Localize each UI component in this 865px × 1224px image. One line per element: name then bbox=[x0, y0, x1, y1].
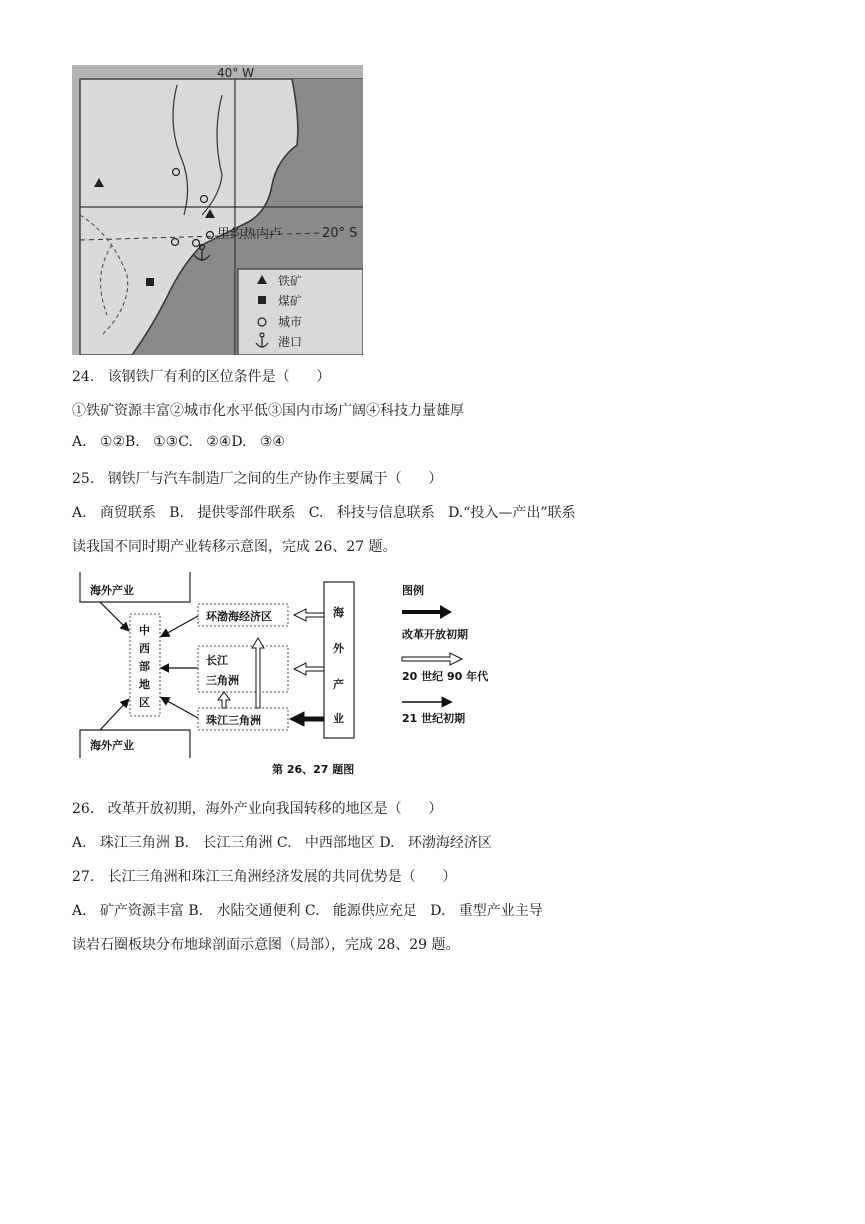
intro-26-27: 读我国不同时期产业转移示意图，完成 26、27 题。 bbox=[72, 539, 397, 555]
arrow-21c bbox=[100, 602, 128, 630]
arrow-21c bbox=[162, 616, 198, 636]
q26-stem: 26. 改革开放初期，海外产业向我国转移的地区是（ ） bbox=[72, 801, 443, 817]
overseas-right-char: 产 bbox=[333, 678, 344, 691]
longitude-label: 40° W bbox=[217, 66, 254, 80]
brazil-steel-map bbox=[72, 65, 363, 355]
q27-stem: 27. 长江三角洲和珠江三角洲经济发展的共同优势是（ ） bbox=[72, 869, 457, 885]
arrow-1990s bbox=[218, 692, 230, 708]
legend-label: 改革开放初期 bbox=[402, 628, 468, 641]
yangtze-label: 三角洲 bbox=[206, 674, 239, 687]
overseas-right-char: 海 bbox=[333, 606, 344, 619]
arrow-reform bbox=[290, 712, 324, 726]
overseas-right-char: 业 bbox=[333, 712, 344, 725]
arrow-1990s bbox=[252, 638, 264, 708]
legend-label: 21 世纪初期 bbox=[402, 712, 466, 725]
overseas-top-label: 海外产业 bbox=[90, 584, 134, 597]
central-west-char: 西 bbox=[139, 642, 150, 655]
diagram-caption: 第 26、27 题图 bbox=[272, 763, 355, 776]
q25-options: A. 商贸联系 B. 提供零部件联系 C. 科技与信息联系 D.“投入—产出”联系 bbox=[72, 505, 576, 521]
yangtze-label: 长江 bbox=[206, 654, 228, 667]
overseas-right-char: 外 bbox=[333, 642, 344, 655]
central-west-char: 区 bbox=[139, 696, 150, 709]
q24-options: A. ①②B. ①③C. ②④D. ③④ bbox=[72, 434, 285, 450]
arrow-21c bbox=[162, 698, 198, 718]
legend-label: 煤矿 bbox=[278, 294, 303, 308]
q26-options: A. 珠江三角洲 B. 长江三角洲 C. 中西部地区 D. 环渤海经济区 bbox=[72, 835, 492, 851]
arrow-1990s bbox=[294, 609, 324, 621]
pearl-label: 珠江三角洲 bbox=[206, 714, 261, 727]
intro-28-29: 读岩石圈板块分布地球剖面示意图（局部），完成 28、29 题。 bbox=[72, 937, 460, 953]
central-west-char: 中 bbox=[139, 624, 150, 637]
q25-stem: 25. 钢铁厂与汽车制造厂之间的生产协作主要属于（ ） bbox=[72, 471, 443, 487]
arrow-21c bbox=[100, 700, 128, 730]
coal-mine-marker bbox=[146, 278, 154, 286]
legend-label: 港口 bbox=[278, 335, 303, 349]
bohai-label: 环渤海经济区 bbox=[206, 610, 272, 623]
legend-bold-arrow-icon bbox=[402, 605, 452, 619]
q27-options: A. 矿产资源丰富 B. 水陆交通便利 C. 能源供应充足 D. 重型产业主导 bbox=[72, 903, 543, 919]
q24-stem: 24. 该钢铁厂有利的区位条件是（ ） bbox=[72, 369, 331, 385]
central-west-char: 部 bbox=[139, 660, 150, 673]
legend-label: 20 世纪 90 年代 bbox=[402, 670, 489, 683]
latitude-label: 20° S bbox=[322, 226, 358, 241]
legend-label: 城市 bbox=[278, 315, 303, 329]
central-west-char: 地 bbox=[139, 678, 150, 691]
overseas-bottom-label: 海外产业 bbox=[90, 739, 134, 752]
legend-label: 铁矿 bbox=[278, 274, 303, 288]
legend-title: 图例 bbox=[402, 584, 424, 597]
industry-transfer-diagram bbox=[72, 572, 672, 782]
rio-label: 里约热内卢 bbox=[217, 227, 283, 242]
arrow-1990s bbox=[294, 663, 324, 675]
q24-statements: ①铁矿资源丰富②城市化水平低③国内市场广阔④科技力量雄厚 bbox=[72, 403, 464, 419]
legend-square-icon bbox=[258, 296, 266, 304]
legend-hollow-arrow-icon bbox=[402, 653, 462, 665]
